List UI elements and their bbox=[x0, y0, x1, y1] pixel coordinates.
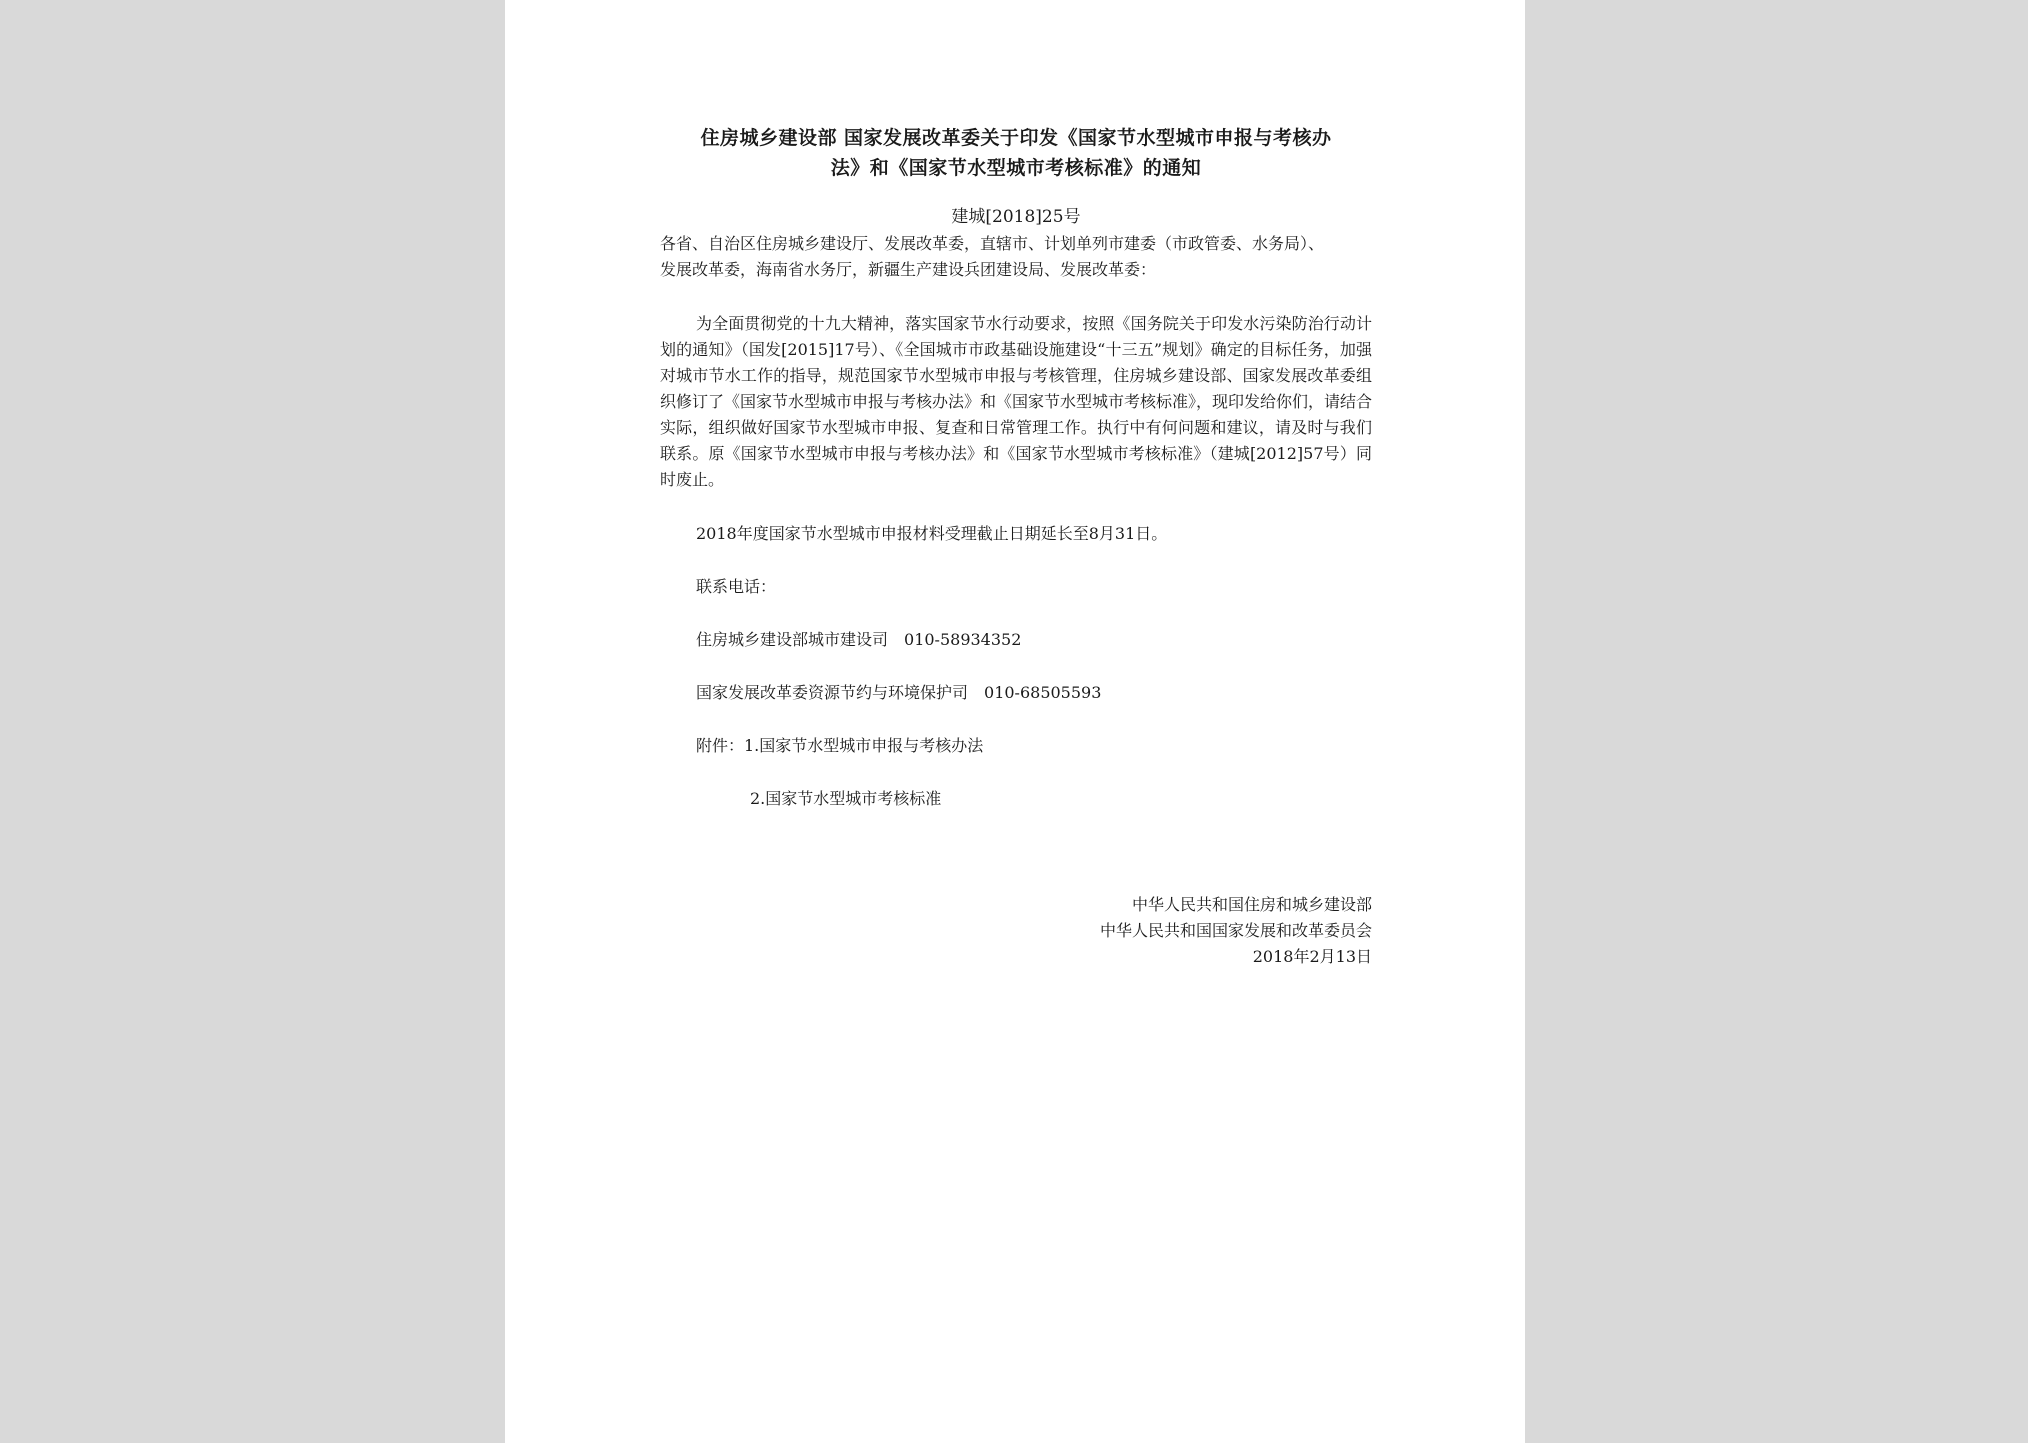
document-number: 建城[2018]25号 bbox=[951, 207, 1081, 227]
contact-2-org: 国家发展改革委资源节约与环境保护司 bbox=[696, 683, 969, 702]
attachment-2: 2.国家节水型城市考核标准 bbox=[750, 789, 942, 808]
body-paragraph: 为全面贯彻党的十九大精神，落实国家节水行动要求，按照《国务院关于印发水污染防治行动计划的通知》（国发[2015]17号）、《全国城市市政基础设施建设“十三五”规划》确定的目标任务，加强对城市节水工作的指导，规范国家节水型城市申报与考核管理，住房城乡建设部、国家发展改革委组织修订了《国家节水型城市申报与考核办法》和《国家节水型城市考核标准》，现印发给你们，请结合实际，组织做好国家节水型城市申报、复查和日常管理工作。执行中有何问题和建议，请及时与我们联系。原《国家节水型城市申报与考核办法》和《国家节水型城市考核标准》（建城[2012]57号）同时废止。 bbox=[660, 314, 1373, 489]
page-content bbox=[660, 123, 1372, 970]
deadline-note: 2018年度国家节水型城市申报材料受理截止日期延长至8月31日。 bbox=[696, 524, 1168, 543]
contact-row-1 bbox=[660, 627, 1372, 653]
title-line-1: 住房城乡建设部 国家发展改革委关于印发《国家节水型城市申报与考核办 bbox=[700, 127, 1332, 149]
addressees-line-1: 各省、自治区住房城乡建设厅、发展改革委，直辖市、计划单列市建委（市政管委、水务局）、 bbox=[660, 234, 1325, 253]
signatory-2: 中华人民共和国国家发展和改革委员会 bbox=[1099, 921, 1372, 940]
contact-2-phone: 010-68505593 bbox=[984, 683, 1102, 702]
addressees-line-2: 发展改革委，海南省水务厅，新疆生产建设兵团建设局、发展改革委： bbox=[660, 260, 1157, 279]
contact-row-2 bbox=[660, 680, 1372, 706]
contact-1-phone: 010-58934352 bbox=[904, 630, 1022, 649]
addressees bbox=[660, 231, 1372, 283]
title-line-2: 法》和《国家节水型城市考核标准》的通知 bbox=[830, 157, 1202, 179]
document-date: 2018年2月13日 bbox=[1252, 947, 1372, 966]
signatory-1: 中华人民共和国住房和城乡建设部 bbox=[1131, 895, 1372, 914]
document-page bbox=[505, 0, 1525, 1443]
attachment-1: 附件：1.国家节水型城市申报与考核办法 bbox=[696, 736, 984, 755]
contact-1-org: 住房城乡建设部城市建设司 bbox=[696, 630, 889, 649]
document-title bbox=[660, 123, 1372, 183]
contact-label: 联系电话： bbox=[696, 577, 777, 596]
